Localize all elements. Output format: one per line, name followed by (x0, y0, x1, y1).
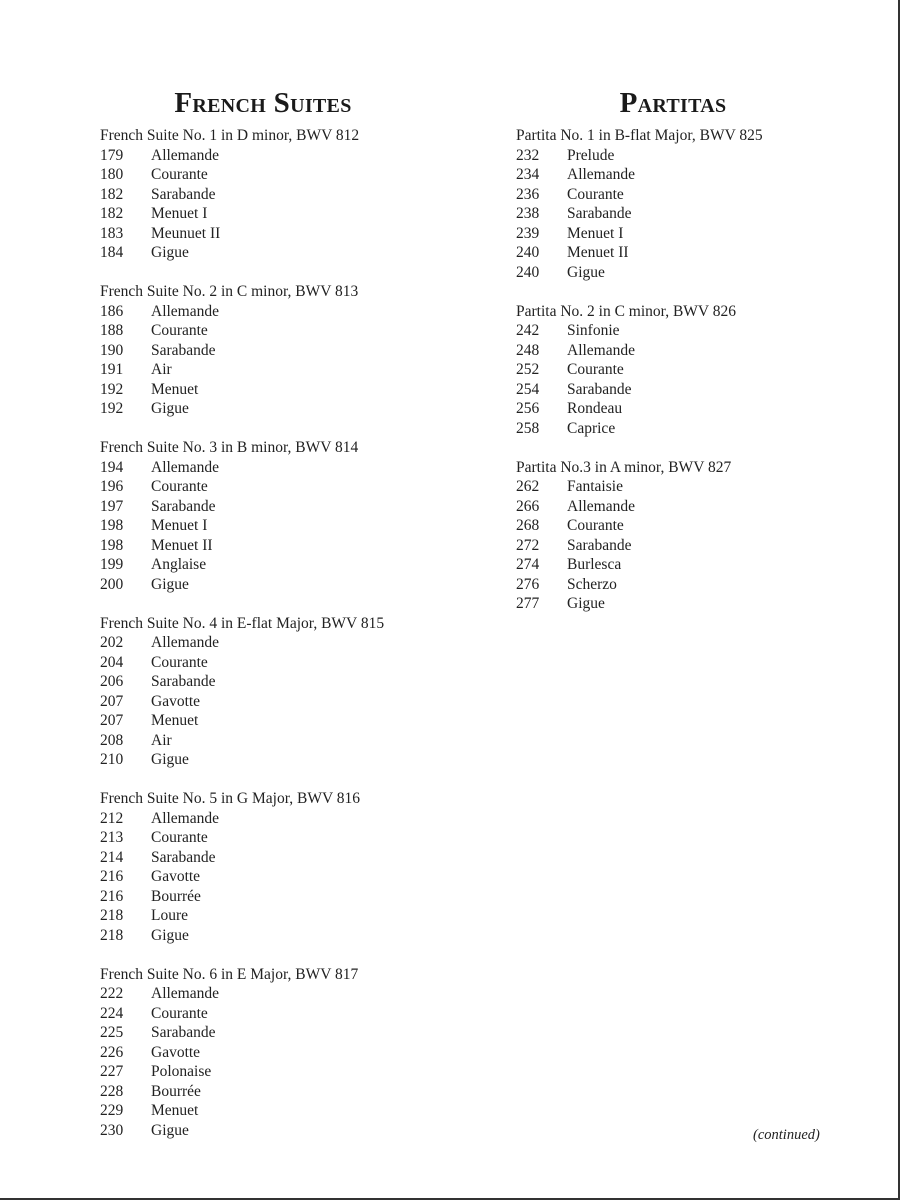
page-number: 227 (100, 1063, 124, 1080)
page-number: 188 (100, 322, 124, 339)
movement-row (100, 731, 430, 751)
page-number: 239 (516, 224, 540, 242)
movement-row (100, 1121, 430, 1141)
page-number: 206 (100, 673, 124, 690)
movement-name: Allemande (151, 458, 220, 476)
movement-name: Allemande (151, 809, 220, 827)
movement-name: Gigue (151, 575, 189, 593)
page-number: 218 (100, 926, 124, 944)
page-number: 213 (100, 829, 124, 846)
movement-name: Menuet I (151, 517, 208, 534)
page-number: 258 (516, 419, 540, 437)
movement-row (100, 575, 430, 595)
movement-row (100, 1082, 430, 1102)
movement-name: Gigue (151, 1121, 189, 1139)
movement-row (100, 672, 430, 692)
page-number: 276 (516, 575, 540, 593)
page-number: 268 (516, 517, 540, 534)
movement-name: Gigue (151, 751, 189, 768)
movement-row (100, 399, 430, 419)
movement-row (100, 185, 430, 205)
movement-row (100, 477, 430, 497)
movement-name: Bourrée (151, 1082, 201, 1100)
suite-block (100, 282, 430, 419)
page-number: 208 (100, 731, 124, 749)
page-number: 180 (100, 166, 124, 183)
movement-row (100, 1023, 430, 1043)
page-number: 262 (516, 478, 540, 495)
movement-row (516, 399, 816, 419)
movement-name: Sarabande (151, 185, 216, 203)
page-number: 225 (100, 1024, 124, 1041)
movement-row (516, 224, 816, 244)
movement-name: Menuet (151, 712, 199, 729)
movement-name: Air (151, 361, 172, 378)
movement-row (516, 419, 816, 439)
movement-row (100, 1101, 430, 1121)
movement-row (100, 692, 430, 712)
movement-row (516, 477, 816, 497)
movement-row (516, 555, 816, 575)
movement-name: Air (151, 731, 172, 749)
suite-title: French Suite No. 3 in B minor, BWV 814 (100, 439, 359, 456)
movement-row (516, 536, 816, 556)
movement-row (100, 555, 430, 575)
page-number: 232 (516, 146, 540, 164)
partitas-column (516, 84, 816, 633)
movement-row (100, 497, 430, 517)
page-number: 183 (100, 224, 124, 242)
french-suites-heading: French Suites (174, 87, 352, 119)
movement-row (100, 887, 430, 907)
page-number: 197 (100, 497, 124, 515)
movement-name: Allemande (567, 341, 636, 359)
page-number: 228 (100, 1082, 124, 1100)
movement-name: Courante (151, 166, 208, 183)
movement-name: Gigue (567, 595, 605, 612)
page-number: 222 (100, 985, 124, 1002)
movement-row (100, 224, 430, 244)
movement-row (516, 263, 816, 283)
movement-row (100, 341, 430, 361)
movement-name: Gavotte (151, 1043, 201, 1061)
page-number: 186 (100, 302, 124, 320)
movement-name: Menuet (151, 380, 199, 398)
movement-row (516, 360, 816, 380)
suite-title: French Suite No. 6 in E Major, BWV 817 (100, 965, 359, 983)
page-number: 242 (516, 322, 540, 339)
page-number: 192 (100, 380, 124, 398)
movement-name: Courante (151, 322, 208, 339)
page-number: 240 (516, 244, 540, 261)
movement-row (516, 497, 816, 517)
movement-name: Sarabande (151, 497, 216, 515)
movement-row (100, 1004, 430, 1024)
suite-title: French Suite No. 5 in G Major, BWV 816 (100, 790, 360, 807)
movement-row (516, 321, 816, 341)
page-number: 277 (516, 595, 540, 612)
movement-name: Gigue (151, 244, 189, 261)
page-number: 182 (100, 185, 124, 203)
suite-title: French Suite No. 1 in D minor, BWV 812 (100, 127, 360, 144)
page-number: 272 (516, 536, 540, 554)
movement-name: Courante (151, 1004, 208, 1022)
movement-name: Courante (567, 517, 624, 534)
movement-name: Fantaisie (567, 478, 623, 495)
suite-block (100, 789, 430, 945)
page-number: 198 (100, 517, 124, 534)
page-number: 199 (100, 556, 124, 573)
page-number: 230 (100, 1121, 124, 1139)
suite-block (516, 458, 816, 614)
movement-name: Loure (151, 907, 189, 924)
page-number: 226 (100, 1043, 124, 1061)
movement-name: Sarabande (151, 848, 216, 866)
page-number: 196 (100, 478, 124, 495)
partitas-list (516, 126, 816, 614)
movement-name: Gigue (151, 400, 189, 417)
movement-row (516, 594, 816, 614)
movement-row (516, 341, 816, 361)
movement-name: Sarabande (151, 673, 216, 690)
movement-name: Menuet I (151, 205, 208, 222)
page-number: 216 (100, 868, 124, 885)
movement-name: Scherzo (567, 575, 617, 593)
movement-row (100, 984, 430, 1004)
page-number: 207 (100, 712, 124, 729)
movement-name: Courante (151, 829, 208, 846)
page-number: 190 (100, 341, 124, 359)
movement-row (100, 243, 430, 263)
movement-row (516, 516, 816, 536)
movement-row (100, 867, 430, 887)
movement-row (100, 926, 430, 946)
movement-name: Prelude (567, 146, 615, 164)
movement-name: Sarabande (567, 536, 632, 554)
movement-row (100, 146, 430, 166)
movement-name: Menuet II (567, 244, 629, 261)
suite-block (516, 126, 816, 282)
movement-name: Courante (567, 185, 624, 203)
french-suites-list (100, 126, 430, 1140)
page-number: 240 (516, 263, 540, 281)
page-number: 184 (100, 244, 124, 261)
page-number: 238 (516, 205, 540, 222)
movement-row (100, 458, 430, 478)
movement-name: Gavotte (151, 868, 201, 885)
movement-row (516, 380, 816, 400)
suite-title: Partita No. 2 in C minor, BWV 826 (516, 302, 736, 320)
movement-name: Courante (151, 653, 208, 671)
movement-row (100, 536, 430, 556)
movement-name: Allemande (151, 985, 220, 1002)
movement-name: Polonaise (151, 1063, 212, 1080)
movement-name: Sarabande (567, 380, 632, 398)
movement-name: Sinfonie (567, 322, 620, 339)
movement-name: Menuet I (567, 224, 624, 242)
movement-name: Sarabande (151, 341, 216, 359)
suite-title: Partita No. 1 in B-flat Major, BWV 825 (516, 127, 763, 144)
page-number: 216 (100, 887, 124, 905)
page-number: 274 (516, 556, 540, 573)
movement-row (100, 711, 430, 731)
movement-row (100, 633, 430, 653)
page-number: 224 (100, 1004, 124, 1022)
movement-row (100, 516, 430, 536)
movement-name: Sarabande (151, 1024, 216, 1041)
page-number: 202 (100, 634, 124, 651)
page-number: 198 (100, 536, 124, 554)
movement-name: Anglaise (151, 556, 207, 573)
movement-row (100, 653, 430, 673)
movement-name: Gavotte (151, 692, 201, 710)
partitas-heading: Partitas (619, 87, 727, 119)
page-number: 212 (100, 809, 124, 827)
page-number: 229 (100, 1102, 124, 1119)
movement-name: Burlesca (567, 556, 622, 573)
movement-name: Gigue (151, 926, 189, 944)
page-number: 179 (100, 146, 124, 164)
page-number: 214 (100, 848, 124, 866)
movement-row (516, 146, 816, 166)
page-number: 192 (100, 400, 124, 417)
movement-name: Meunuet II (151, 224, 221, 242)
movement-name: Allemande (151, 634, 220, 651)
page-number: 194 (100, 458, 124, 476)
page-number: 182 (100, 205, 124, 222)
page-number: 252 (516, 361, 540, 378)
movement-name: Courante (151, 478, 208, 495)
page-number: 210 (100, 751, 124, 768)
page-number: 234 (516, 166, 540, 183)
movement-row (100, 360, 430, 380)
suite-block (100, 438, 430, 594)
movement-name: Menuet (151, 1102, 199, 1119)
movement-row (100, 321, 430, 341)
french-suites-column (100, 84, 430, 1160)
movement-row (100, 1062, 430, 1082)
movement-row (516, 243, 816, 263)
movement-row (100, 165, 430, 185)
movement-name: Bourrée (151, 887, 201, 905)
movement-name: Allemande (151, 146, 220, 164)
suite-title: French Suite No. 2 in C minor, BWV 813 (100, 283, 359, 300)
suite-block (516, 302, 816, 439)
movement-row (100, 302, 430, 322)
movement-row (100, 1043, 430, 1063)
movement-name: Rondeau (567, 400, 623, 417)
movement-row (516, 185, 816, 205)
movement-row (100, 809, 430, 829)
continued-note: (continued) (753, 1127, 820, 1143)
movement-row (100, 204, 430, 224)
page-number: 207 (100, 692, 124, 710)
page-number: 256 (516, 400, 540, 417)
movement-name: Allemande (567, 497, 636, 515)
movement-name: Allemande (151, 302, 220, 320)
page-number: 236 (516, 185, 540, 203)
movement-row (516, 575, 816, 595)
page-number: 266 (516, 497, 540, 515)
movement-row (100, 380, 430, 400)
suite-title: French Suite No. 4 in E-flat Major, BWV 815 (100, 614, 385, 632)
page-number: 218 (100, 907, 124, 924)
movement-row (100, 828, 430, 848)
movement-row (516, 204, 816, 224)
page-number: 204 (100, 653, 124, 671)
movement-row (100, 750, 430, 770)
page-number: 200 (100, 575, 124, 593)
movement-row (516, 165, 816, 185)
movement-name: Sarabande (567, 205, 632, 222)
movement-name: Gigue (567, 263, 605, 281)
page-number: 248 (516, 341, 540, 359)
movement-name: Courante (567, 361, 624, 378)
suite-block (100, 614, 430, 770)
movement-name: Caprice (567, 419, 616, 437)
suite-block (100, 965, 430, 1141)
movement-row (100, 848, 430, 868)
page-number: 254 (516, 380, 540, 398)
movement-row (100, 906, 430, 926)
movement-name: Menuet II (151, 536, 213, 554)
movement-name: Allemande (567, 166, 636, 183)
suite-block (100, 126, 430, 263)
suite-title: Partita No.3 in A minor, BWV 827 (516, 458, 732, 476)
page-number: 191 (100, 361, 124, 378)
